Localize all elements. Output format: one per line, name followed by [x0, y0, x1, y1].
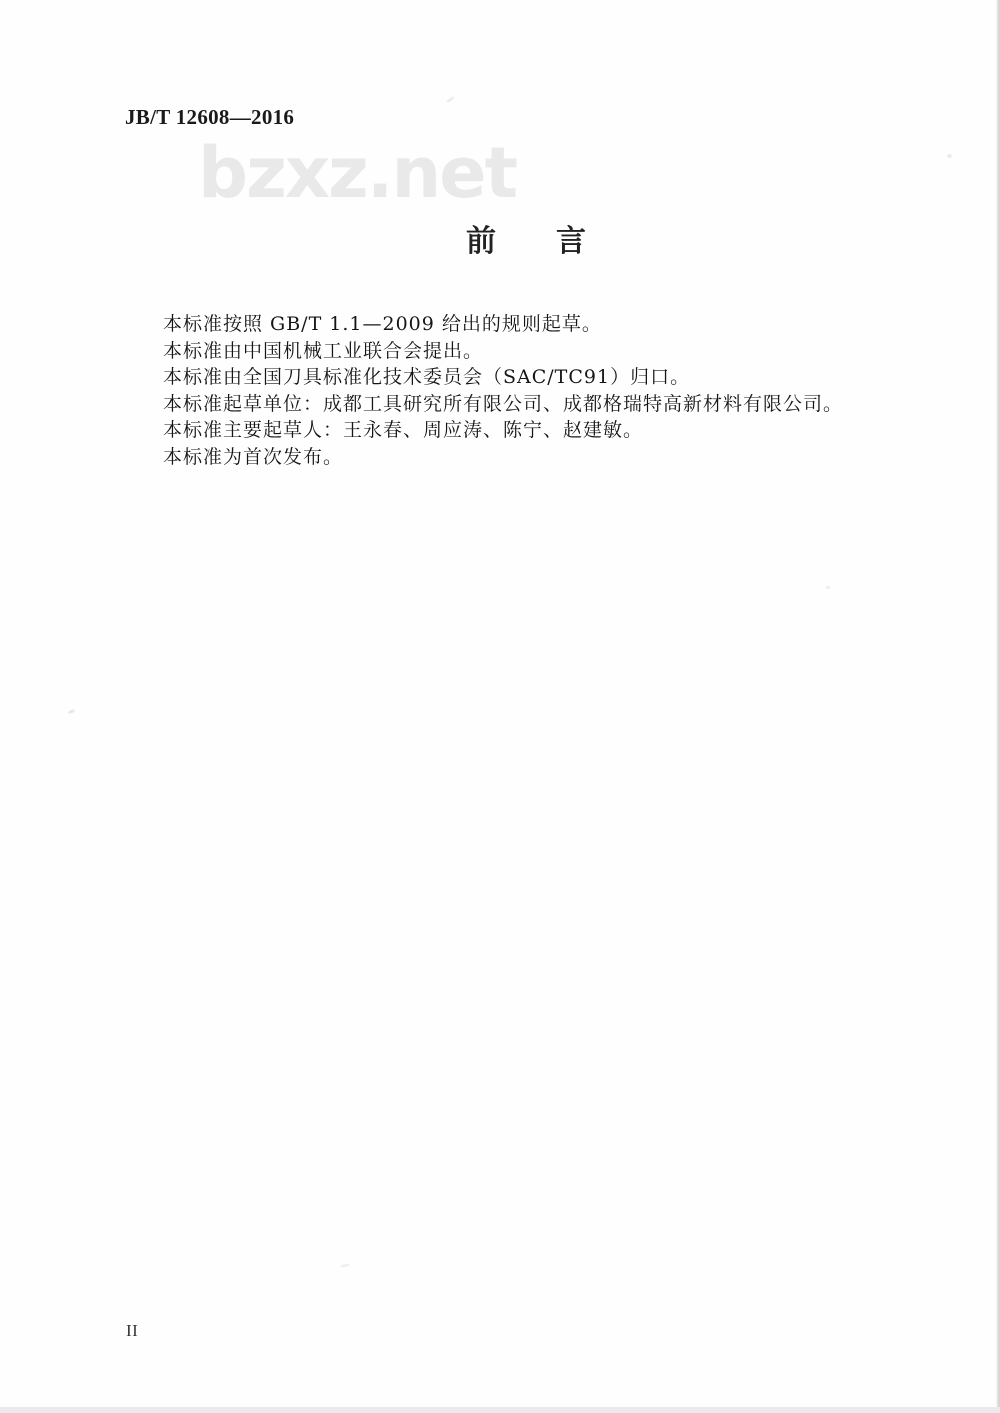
- foreword-body: [125, 311, 905, 470]
- watermark-text: bzxz.net: [198, 132, 517, 214]
- foreword-paragraph: 本标准按照 GB/T 1.1—2009 给出的规则起草。: [163, 313, 602, 335]
- scan-speck: [826, 586, 830, 589]
- scan-speck: [68, 709, 76, 714]
- scan-speck: [947, 154, 952, 158]
- foreword-paragraph: 本标准起草单位：成都工具研究所有限公司、成都格瑞特高新材料有限公司。: [163, 392, 844, 415]
- foreword-paragraph: 本标准主要起草人：王永春、周应涛、陈宁、赵建敏。: [163, 419, 644, 441]
- foreword-paragraph: 本标准为首次发布。: [163, 445, 344, 468]
- page-number: II: [126, 1321, 139, 1340]
- scan-edge-right: [996, 0, 1000, 1413]
- standard-number-header: JB/T 12608—2016: [125, 105, 295, 129]
- scan-speck: [340, 1263, 350, 1268]
- foreword-paragraph: 本标准由全国刀具标准化技术委员会（SAC/TC91）归口。: [163, 366, 691, 388]
- scan-speck: [446, 96, 455, 104]
- foreword-paragraph: 本标准由中国机械工业联合会提出。: [163, 339, 484, 362]
- scan-edge-bottom: [0, 1407, 1000, 1413]
- page-title: 前 言: [466, 224, 586, 259]
